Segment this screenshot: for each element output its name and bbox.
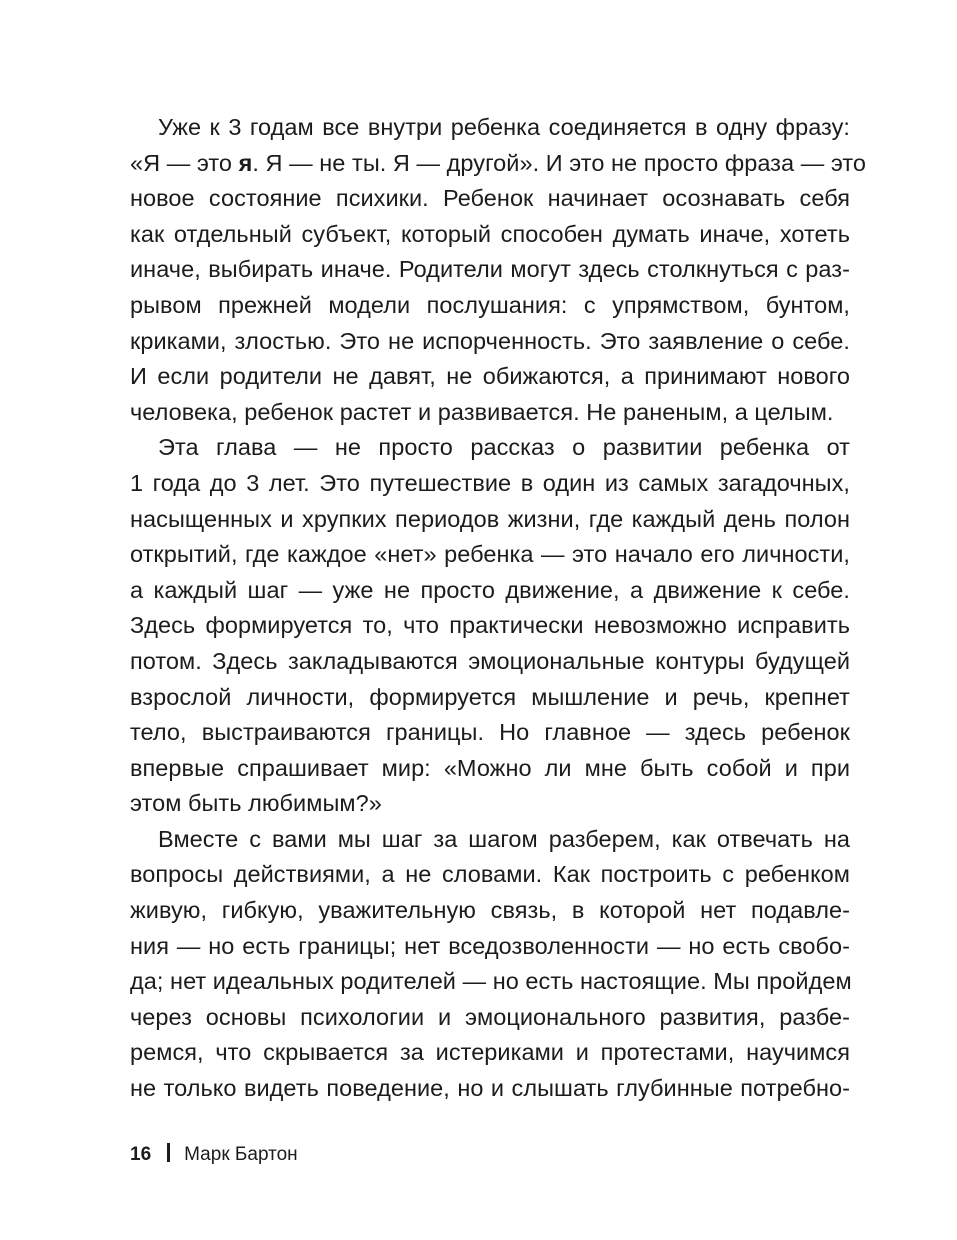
paragraph-2-line-9: тело, выстраиваются границы. Но главное — здесь ребенок xyxy=(130,719,850,746)
paragraph-2-line-2: 1 года до 3 лет. Это путешествие в один из самых загадочных, xyxy=(130,469,850,496)
bold-word: я xyxy=(238,149,253,176)
paragraph-2-line-4: открытий, где каждое «нет» ребенка — это начало его личности, xyxy=(130,541,850,568)
paragraph-3-line-3: живую, гибкую, уважительную связь, в которой нет подавле- xyxy=(130,897,850,924)
paragraph-2-line-5: а каждый шаг — уже не просто движение, а движение к себе. xyxy=(130,576,850,603)
paragraph-2-line-10: впервые спрашивает мир: «Можно ли мне быть собой и при xyxy=(130,754,850,781)
footer-separator xyxy=(167,1143,170,1162)
paragraph-1-line-9: человека, ребенок растет и развивается. Не раненым, а целым. xyxy=(130,398,834,425)
paragraph-2-line-6: Здесь формируется то, что практически невозможно исправить xyxy=(130,612,850,639)
paragraph-1-line-7: криками, злостью. Это не испорченность. Это заявление о себе. xyxy=(130,327,850,354)
paragraph-2-line-8: взрослой личности, формируется мышление и речь, крепнет xyxy=(130,683,850,710)
paragraph-2-line-3: насыщенных и хрупких периодов жизни, где каждый день полон xyxy=(130,505,850,532)
line-2-prefix: «Я — это xyxy=(130,149,239,176)
paragraph-3-line-5: да; нет идеальных родителей — но есть настоящие. Мы пройдем xyxy=(130,968,852,995)
paragraph-2-line-7: потом. Здесь закладываются эмоциональные контуры будущей xyxy=(130,647,850,674)
author-name: Марк Бартон xyxy=(184,1144,298,1165)
paragraph-1-line-8: И если родители не давят, не обижаются, а принимают нового xyxy=(130,363,850,390)
paragraph-3-line-2: вопросы действиями, а не словами. Как построить с ребенком xyxy=(130,861,850,888)
line-2-suffix: . Я — не ты. Я — другой». И это не просто фраза — это xyxy=(252,149,867,176)
paragraph-3-line-1: Вместе с вами мы шаг за шагом разберем, как отвечать на xyxy=(158,825,850,852)
paragraph-1-line-1: Уже к 3 годам все внутри ребенка соединяется в одну фразу: xyxy=(158,114,850,140)
paragraph-3-line-6: через основы психологии и эмоционального развития, разбе- xyxy=(130,1003,850,1030)
paragraph-2-line-1: Эта глава — не просто рассказ о развитии ребенка от xyxy=(158,434,850,461)
paragraph-2-line-11: этом быть любимым?» xyxy=(130,790,382,817)
running-footer xyxy=(130,1140,298,1170)
paragraph-3-line-4: ния — но есть границы; нет вседозволенности — но есть свобо- xyxy=(130,932,850,959)
paragraph-1-line-6: рывом прежней модели послушания: с упрямством, бунтом, xyxy=(130,291,850,318)
paragraph-3-line-8: не только видеть поведение, но и слышать глубинные потребно- xyxy=(130,1075,850,1102)
paragraph-1-line-3: новое состояние психики. Ребенок начинает осознавать себя xyxy=(130,185,850,212)
body-text xyxy=(130,110,867,1107)
page-number: 16 xyxy=(130,1144,152,1165)
paragraph-1-line-2 xyxy=(130,146,867,182)
paragraph-3-line-7: ремся, что скрывается за истериками и протестами, научимся xyxy=(130,1039,850,1066)
paragraph-1-line-4: как отдельный субъект, который способен думать иначе, хотеть xyxy=(130,220,850,247)
paragraph-1-line-5: иначе, выбирать иначе. Родители могут здесь столкнуться с раз- xyxy=(130,256,850,283)
